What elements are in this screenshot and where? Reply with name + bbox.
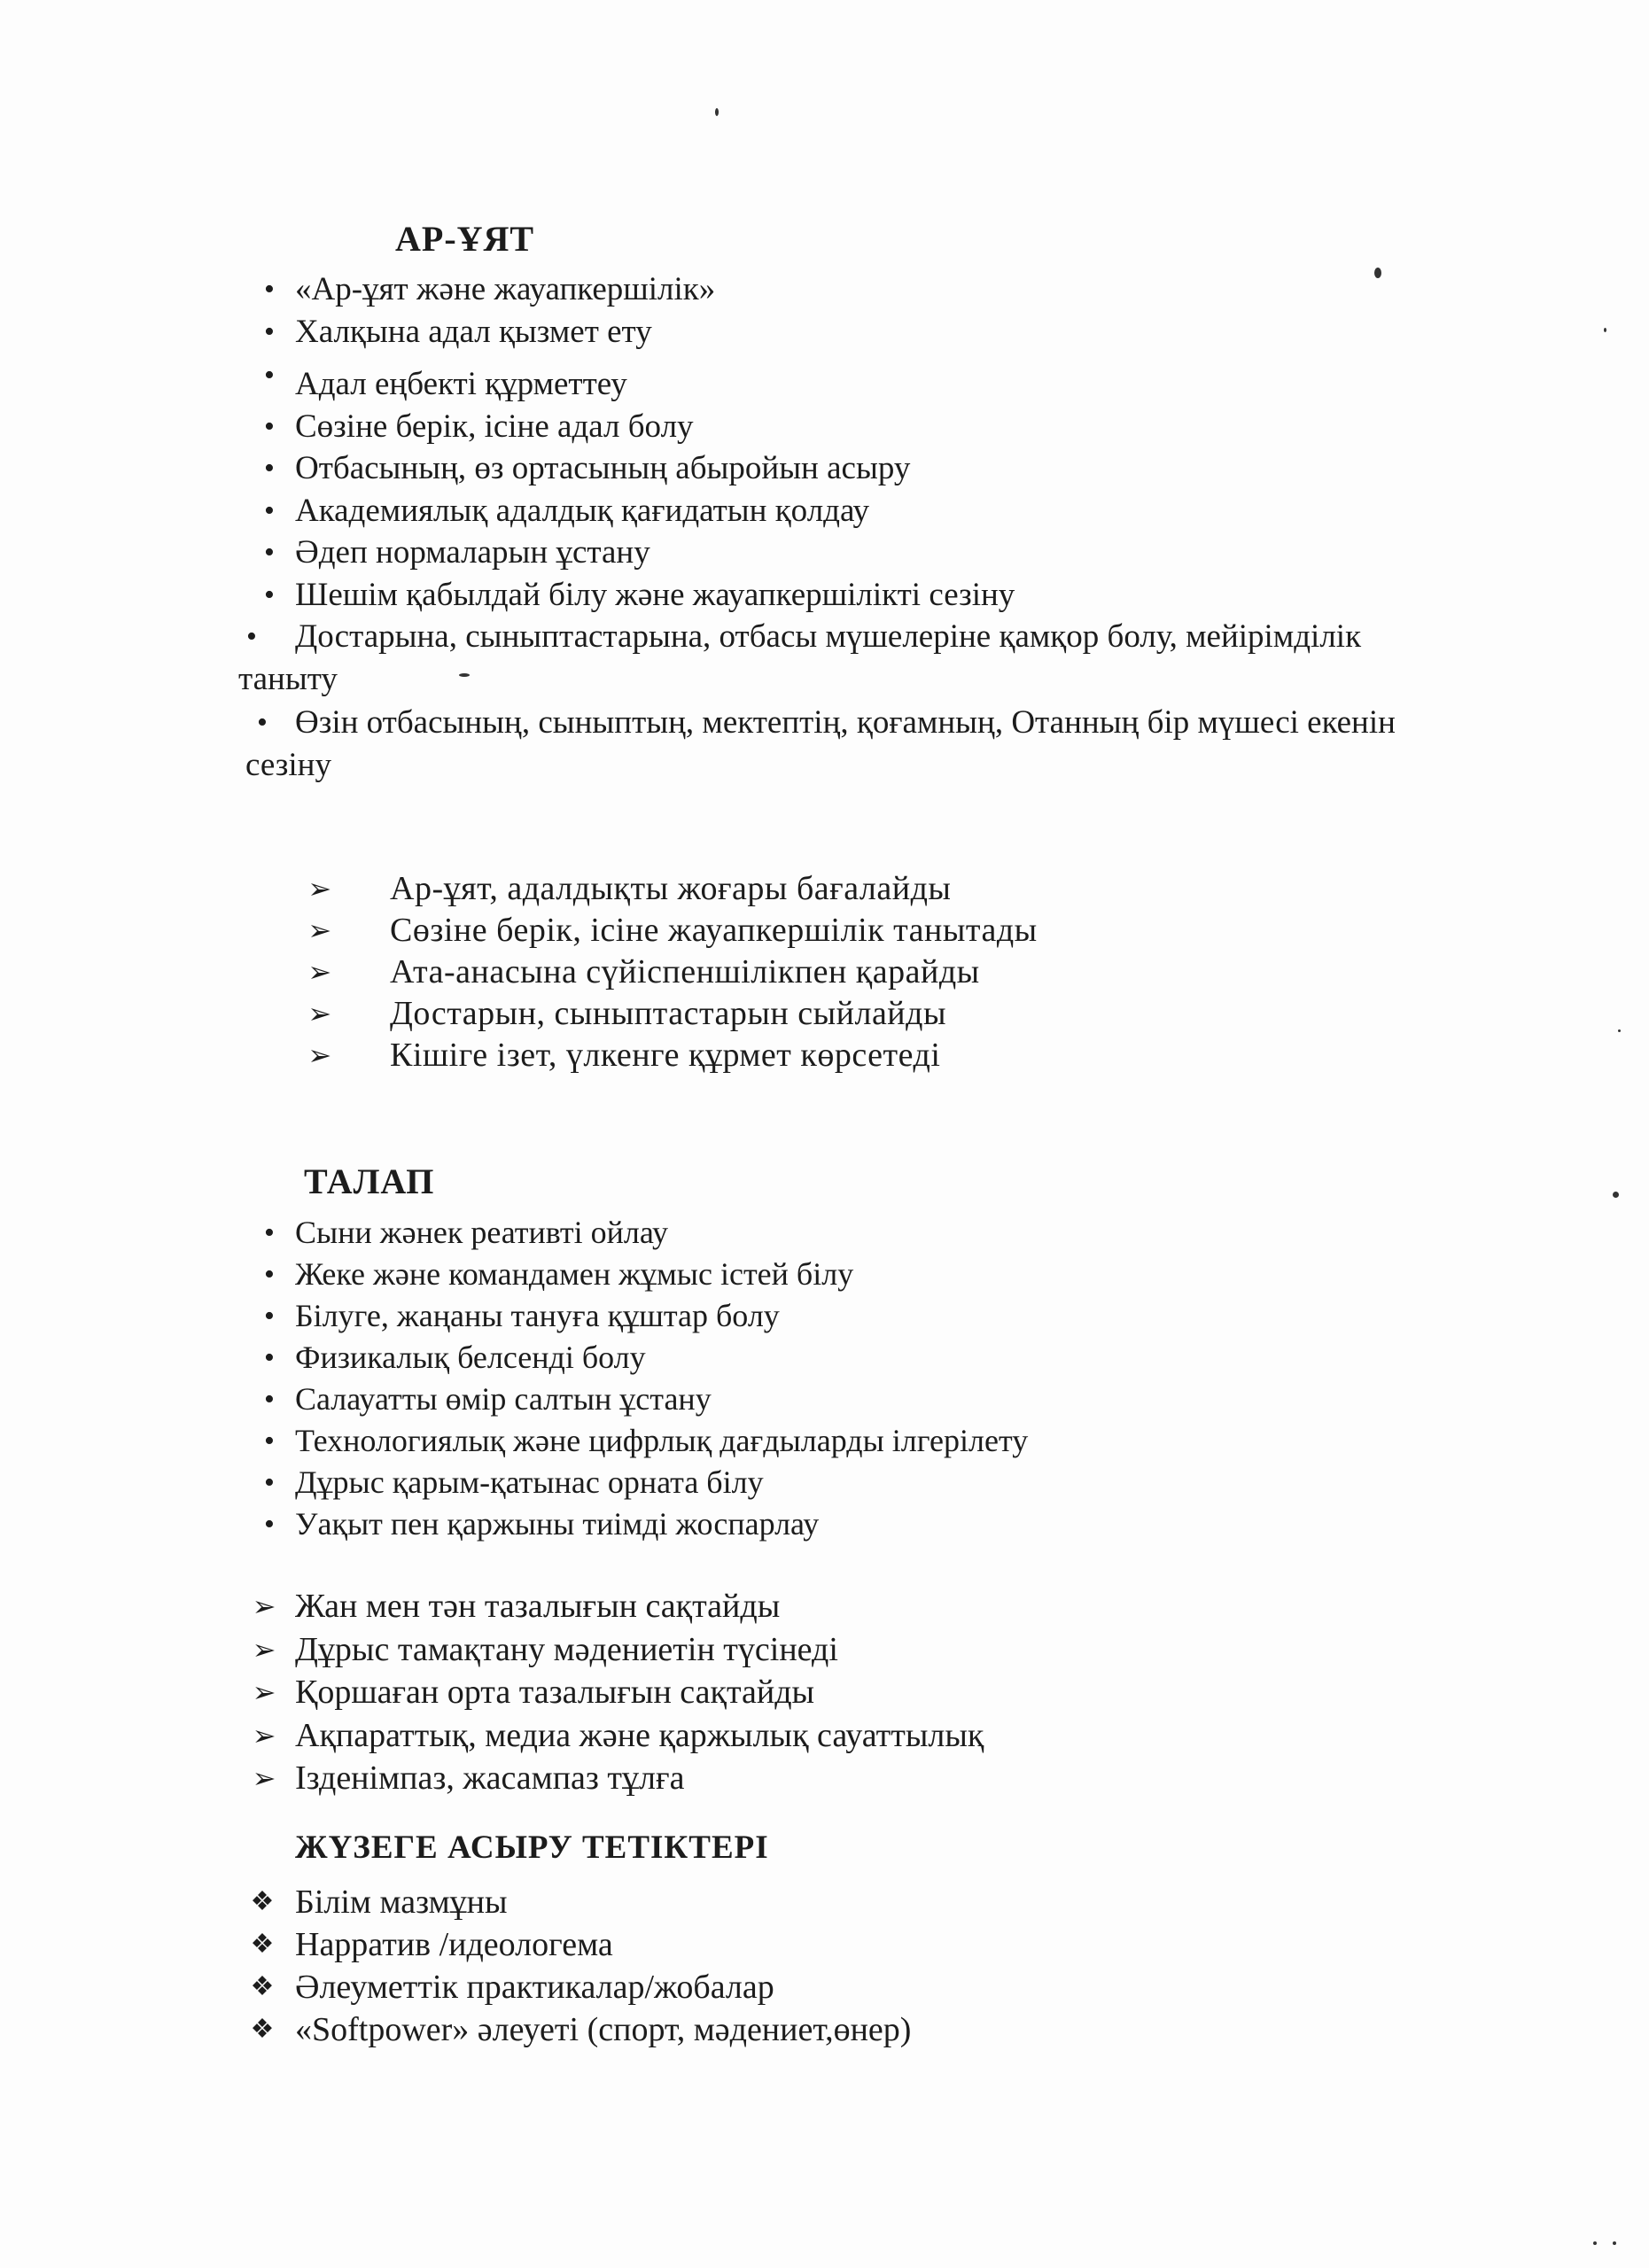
bullet-icon: •	[264, 452, 275, 485]
list-item: • Жеке және командамен жұмыс істей білу	[295, 1254, 1028, 1295]
bullet-icon: •	[264, 1216, 275, 1249]
section-title-aryat: АР-ҰЯТ	[395, 219, 535, 259]
bullet-icon: •	[264, 1258, 275, 1291]
diamond-bullet-icon: ❖	[250, 2015, 275, 2044]
list-item: • Сөзіне берік, ісіне адал болу	[295, 406, 1509, 448]
list-item: • Технологиялық және цифрлық дағдыларды ілгерілету	[295, 1420, 1028, 1462]
bullet-icon: •	[264, 273, 275, 306]
list-item: • Шешім қабылдай білу және жауапкершілікті сезіну	[295, 574, 1509, 617]
list-item: • Салауатты өмір салтын ұстану	[295, 1379, 1028, 1420]
talap-bullet-list	[264, 1212, 1029, 1545]
bullet-icon: •	[264, 1300, 275, 1332]
list-item: • Өзін отбасының, сыныптың, мектептің, қоғамның, Отанның бір мүшесі екенін сезіну	[295, 702, 1509, 786]
scan-speck	[1613, 2241, 1616, 2245]
bullet-icon: •	[264, 1466, 275, 1499]
bullet-icon: •	[264, 315, 275, 348]
arrow-bullet-icon: ➢	[252, 1762, 276, 1794]
tetikteri-list	[250, 1881, 912, 2051]
list-item: ➢ Сөзіне берік, ісіне жауапкершілік танытады	[390, 910, 1038, 951]
bullet-icon: •	[264, 1508, 275, 1541]
list-item: • Академиялық адалдық қағидатын қолдау	[295, 490, 1509, 532]
list-item: • Дұрыс қарым-қатынас орната білу	[295, 1462, 1028, 1503]
arrow-bullet-icon: ➢	[307, 873, 332, 905]
list-item: • Халқына адал қызмет ету	[295, 311, 1509, 353]
diamond-bullet-icon: ❖	[250, 1972, 275, 2001]
bullet-icon: •	[257, 706, 268, 739]
bullet-icon: •	[264, 1425, 275, 1457]
scan-speck	[1593, 2241, 1597, 2245]
list-item: • Білуге, жаңаны тануға құштар болу	[295, 1295, 1028, 1337]
bullet-icon: •	[246, 620, 257, 653]
bullet-icon: •	[264, 359, 275, 392]
section-title-talap: ТАЛАП	[304, 1161, 435, 1201]
bullet-icon: •	[264, 493, 275, 527]
list-item: ❖ «Softpower» әлеуеті (спорт, мәдениет,өнер)	[295, 2008, 911, 2051]
list-item: ➢ Ата-анасына сүйіспеншілікпен қарайды	[390, 951, 1038, 993]
aryat-outcomes-list	[307, 868, 1038, 1076]
list-item: ➢ Жан мен тән тазалығын сақтайды	[295, 1585, 984, 1628]
scan-speck	[1618, 1029, 1621, 1032]
arrow-bullet-icon: ➢	[307, 998, 332, 1029]
diamond-bullet-icon: ❖	[250, 1930, 275, 1959]
scan-speck	[1604, 328, 1606, 332]
bullet-icon: •	[264, 1383, 275, 1416]
list-item: • Әдеп нормаларын ұстану	[295, 532, 1509, 574]
list-item: ➢ Достарын, сыныптастарын сыйлайды	[390, 993, 1038, 1035]
list-item: • Уақыт пен қаржыны тиімді жоспарлау	[295, 1503, 1028, 1545]
talap-outcomes-list	[252, 1585, 984, 1800]
bullet-icon: •	[264, 409, 275, 443]
list-item: • Сыни жәнек реативті ойлау	[295, 1212, 1028, 1254]
list-item: ➢ Ізденімпаз, жасампаз тұлға	[295, 1757, 984, 1800]
list-item: ❖ Нарратив /идеологема	[295, 1923, 911, 1966]
arrow-bullet-icon: ➢	[252, 1719, 276, 1751]
section-title-tetikteri: ЖҮЗЕГЕ АСЫРУ ТЕТІКТЕРІ	[295, 1829, 769, 1866]
list-item: • Адал еңбекті құрметтеу	[295, 363, 1509, 406]
arrow-bullet-icon: ➢	[252, 1633, 276, 1666]
arrow-bullet-icon: ➢	[252, 1590, 276, 1622]
scan-speck	[715, 108, 719, 116]
list-item: ➢ Кішіге ізет, үлкенге құрмет көрсетеді	[390, 1035, 1038, 1076]
arrow-bullet-icon: ➢	[252, 1676, 276, 1708]
bullet-icon: •	[264, 1341, 275, 1374]
aryat-bullet-list	[238, 268, 1509, 786]
list-item: ➢ Ар-ұят, адалдықты жоғары бағалайды	[390, 868, 1038, 910]
bullet-icon: •	[264, 578, 275, 611]
list-item: ❖ Білім мазмұны	[295, 1881, 911, 1923]
arrow-bullet-icon: ➢	[307, 1039, 332, 1071]
list-item: • Физикалық белсенді болу	[295, 1337, 1028, 1379]
list-item: • Отбасының, өз ортасының абыройын асыру	[295, 447, 1509, 490]
diamond-bullet-icon: ❖	[250, 1887, 275, 1916]
list-item: ❖ Әлеуметтік практикалар/жобалар	[295, 1966, 911, 2008]
scan-speck	[459, 673, 470, 677]
list-item: ➢ Ақпараттық, медиа және қаржылық сауаттылық	[295, 1714, 984, 1758]
list-item: ➢ Дұрыс тамақтану мәдениетін түсінеді	[295, 1628, 984, 1672]
scan-speck	[1374, 268, 1381, 278]
list-item: ➢ Қоршаған орта тазалығын сақтайды	[295, 1671, 984, 1714]
list-item: • «Ар-ұят және жауапкершілік»	[295, 268, 1509, 311]
scan-speck	[1613, 1192, 1619, 1198]
list-item: • Достарына, сыныптастарына, отбасы мүшелеріне қамқор болу, мейірімділік таныту	[295, 616, 1509, 700]
arrow-bullet-icon: ➢	[307, 914, 332, 946]
arrow-bullet-icon: ➢	[307, 956, 332, 988]
bullet-icon: •	[264, 536, 275, 569]
